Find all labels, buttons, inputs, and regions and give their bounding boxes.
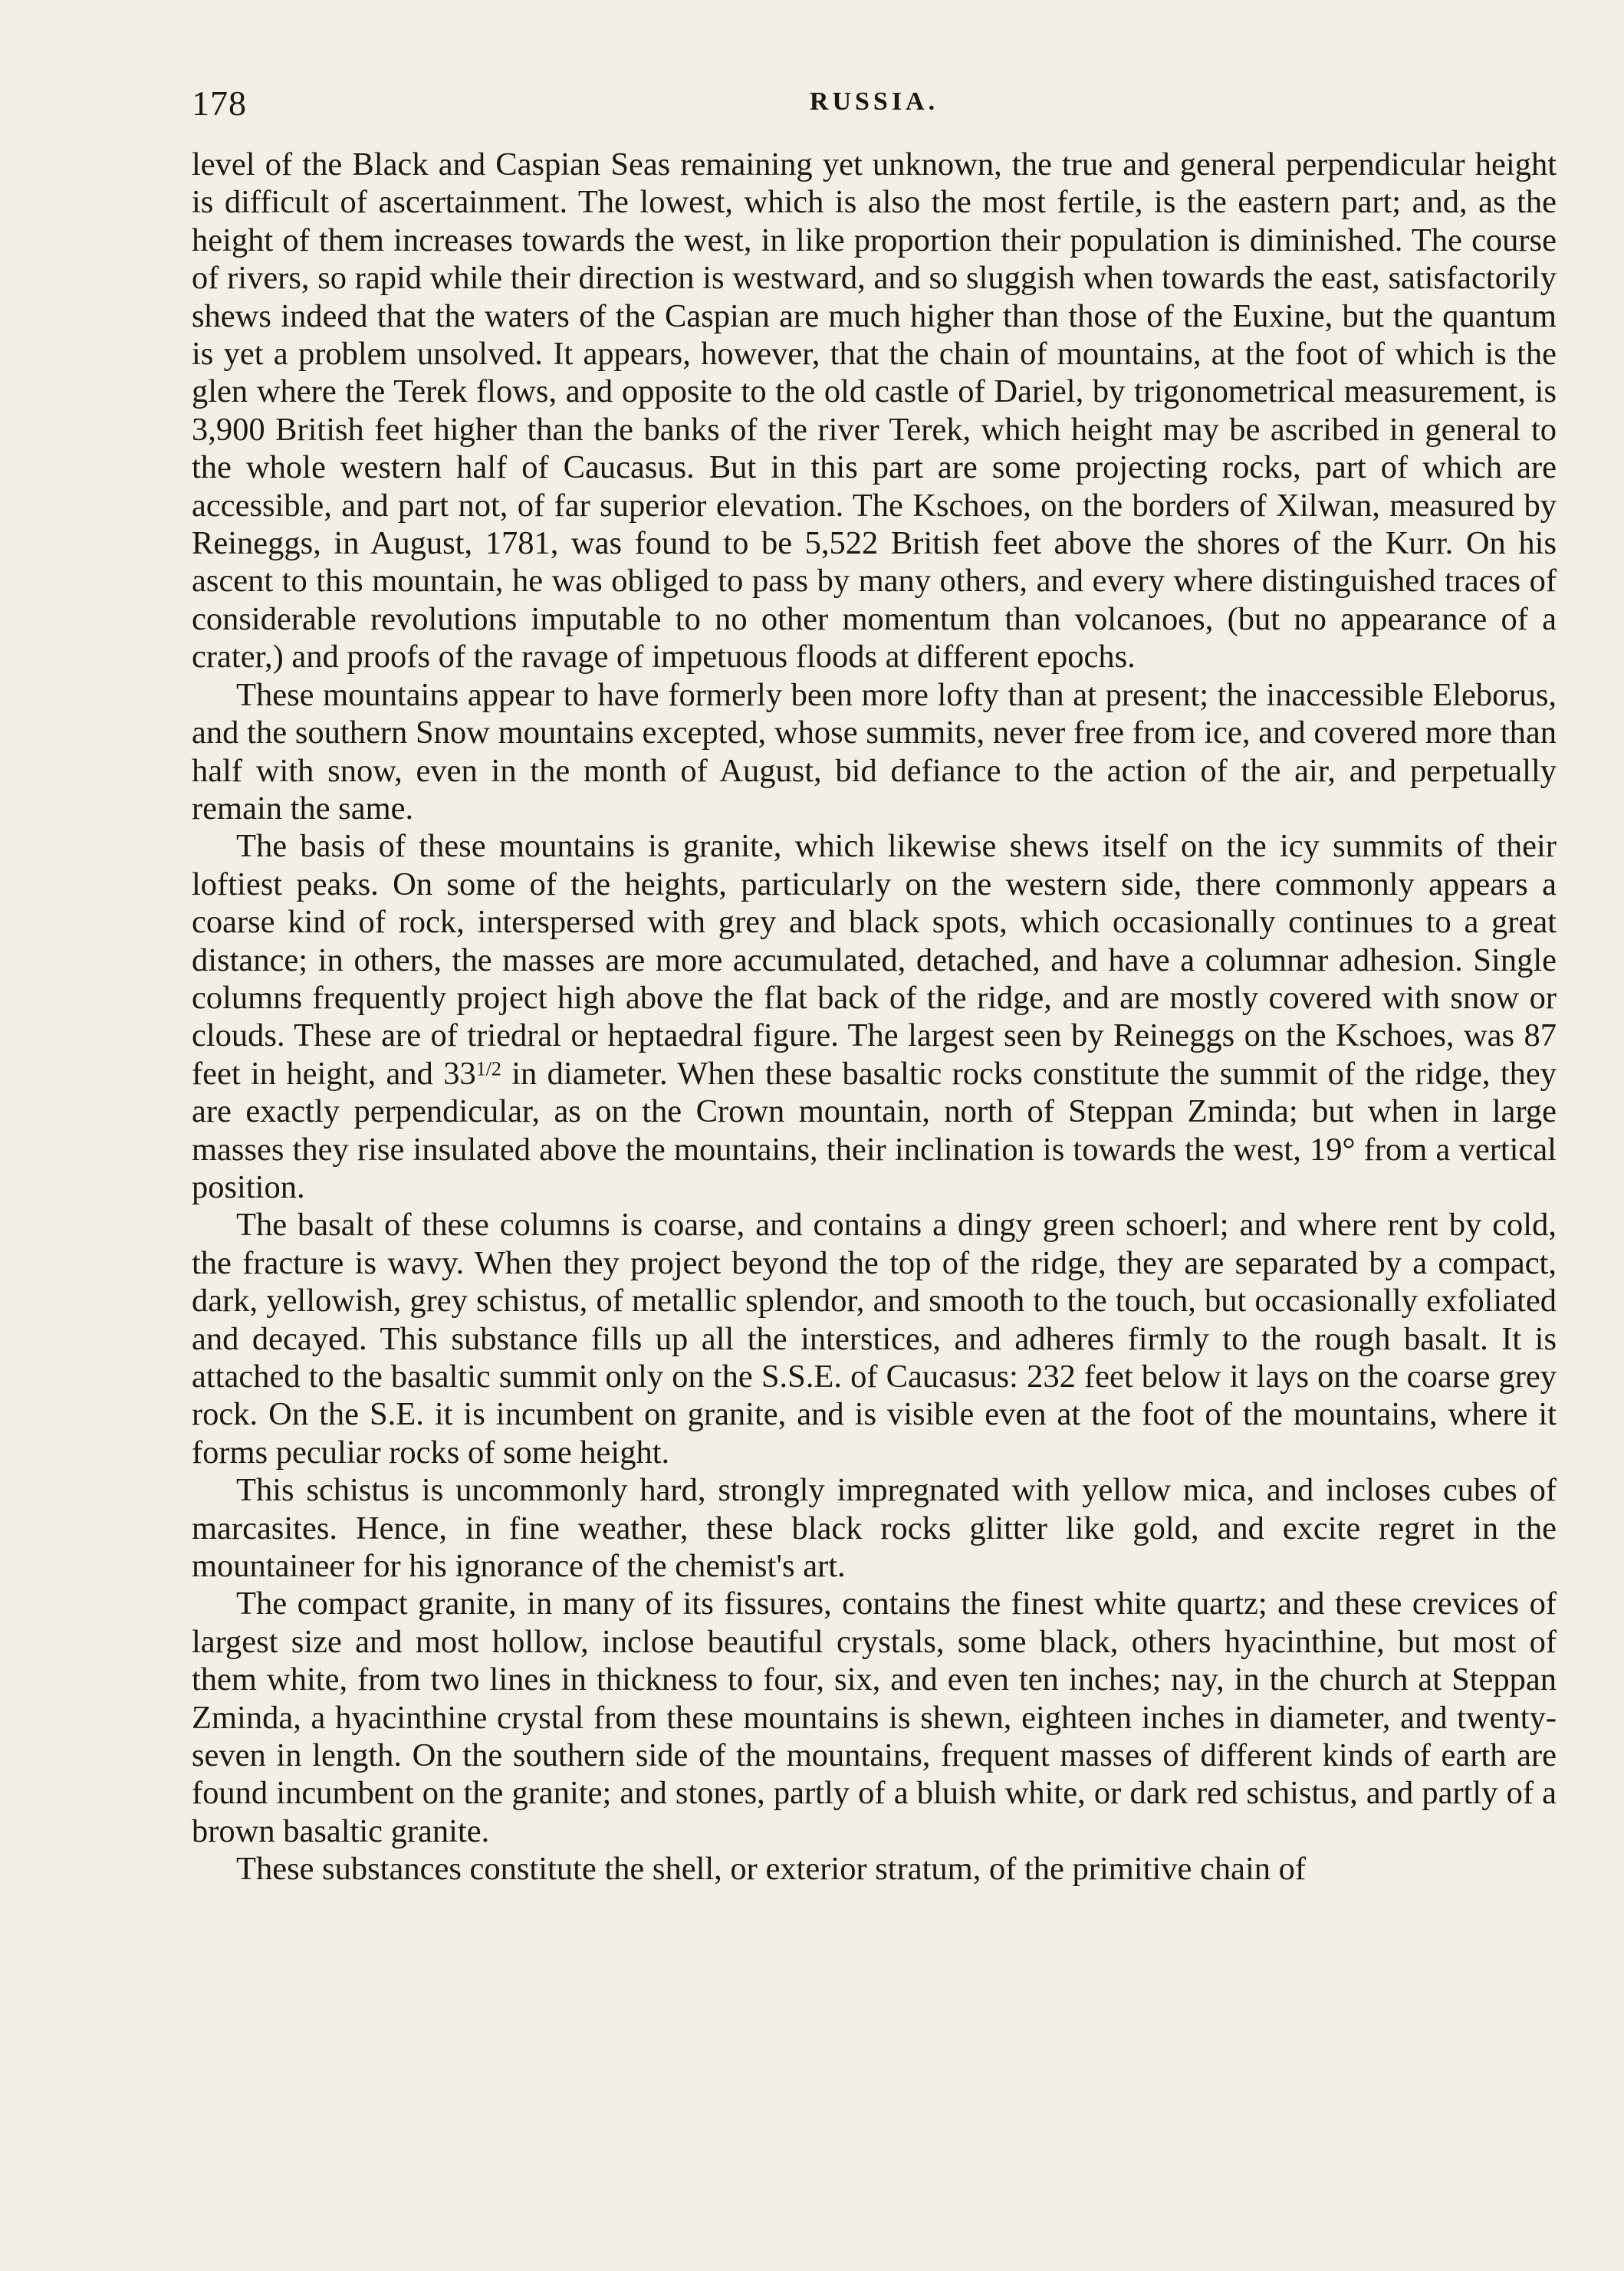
paragraph-7: These substances constitute the shell, or exterior stratum, of the primitive chain of xyxy=(236,1851,1307,1888)
paragraph-3-continuation: in diameter. When these basaltic rocks constitute the summit of the ridge, they are exactly perpendicular, as on the Crown mountain, north of Steppan Zminda; but when in large masses they rise insulated above the mountains, their inclination is towards the west, 19° from a vertical position. xyxy=(192,1055,1557,1205)
paragraph-5: This schistus is uncommonly hard, strongly impregnated with yellow mica, and incloses cubes of marcasites. Hence, in fine weather, these black rocks glitter like gold, and excite regret in the mountaineer for his ignorance of the chemist's art. xyxy=(192,1472,1557,1585)
fraction-half: 1/2 xyxy=(475,1057,501,1080)
body-text xyxy=(192,146,1557,1888)
paragraph-3 xyxy=(192,827,1557,1206)
paragraph-3-text: The basis of these mountains is granite, which likewise shews itself on the icy summits of their loftiest peaks. On some of the heights, particularly on the western side, there commonly appears a coarse kind of rock, interspersed with grey and black spots, which occasionally continues to a great distance; in others, the masses are more accumulated, detached, and have a columnar adhesion. Single columns frequently project high above the flat back of the ridge, and are mostly covered with snow or clouds. These are of triedral or heptaedral figure. The largest seen by Reineggs on the Kschoes, was 87 feet in height, and 33 xyxy=(192,828,1557,1092)
page-number: 178 xyxy=(192,84,247,123)
running-head: RUSSIA. xyxy=(809,87,939,116)
page-header xyxy=(192,83,1557,129)
paragraph-4: The basalt of these columns is coarse, and contains a dingy green schoerl; and where rent by cold, the fracture is wavy. When they project beyond the top of the ridge, they are separated by a compact, dark, yellowish, grey schistus, of metallic splendor, and smooth to the touch, but occasionally exfoliated and decayed. This substance fills up all the interstices, and adheres firmly to the rough basalt. It is attached to the basaltic summit only on the S.S.E. of Caucasus: 232 feet below it lays on the coarse grey rock. On the S.E. it is incumbent on granite, and is visible even at the foot of the mountains, where it forms peculiar rocks of some height. xyxy=(192,1207,1557,1471)
paragraph-1: level of the Black and Caspian Seas remaining yet unknown, the true and general perpendicular height is difficult of ascertainment. The lowest, which is also the most fertile, is the eastern part; and, as the height of them increases towards the west, in like proportion their population is diminished. The course of rivers, so rapid while their direction is westward, and so sluggish when towards the east, satisfactorily shews indeed that the waters of the Caspian are much higher than those of the Euxine, but the quantum is yet a problem unsolved. It appears, however, that the chain of mountains, at the foot of which is the glen where the Terek flows, and opposite to the old castle of Dariel, by trigonometrical measurement, is 3,900 British feet higher than the banks of the river Terek, which height may be ascribed in general to the whole western half of Caucasus. But in this part are some projecting rocks, part of which are accessible, and part not, of far superior elevation. The Kschoes, on the borders of Xilwan, measured by Reineggs, in August, 1781, was found to be 5,522 British feet above the shores of the Kurr. On his ascent to this mountain, he was obliged to pass by many others, and every where distinguished traces of considerable revolutions imputable to no other momentum than volcanoes, (but no appearance of a crater,) and proofs of the ravage of impetuous floods at different epochs. xyxy=(192,146,1557,675)
paragraph-6: The compact granite, in many of its fissures, contains the finest white quartz; and these crevices of largest size and most hollow, inclose beautiful crystals, some black, others hyacinthine, but most of them white, from two lines in thickness to four, six, and even ten inches; nay, in the church at Steppan Zminda, a hyacinthine crystal from these mountains is shewn, eighteen inches in diameter, and twenty-seven in length. On the southern side of the mountains, frequent masses of different kinds of earth are found incumbent on the granite; and stones, partly of a bluish white, or dark red schistus, and partly of a brown basaltic granite. xyxy=(192,1586,1557,1849)
paragraph-2: These mountains appear to have formerly been more lofty than at present; the inaccessible Eleborus, and the southern Snow mountains excepted, whose summits, never free from ice, and covered more than half with snow, even in the month of August, bid defiance to the action of the air, and perpetually remain the same. xyxy=(192,676,1557,827)
